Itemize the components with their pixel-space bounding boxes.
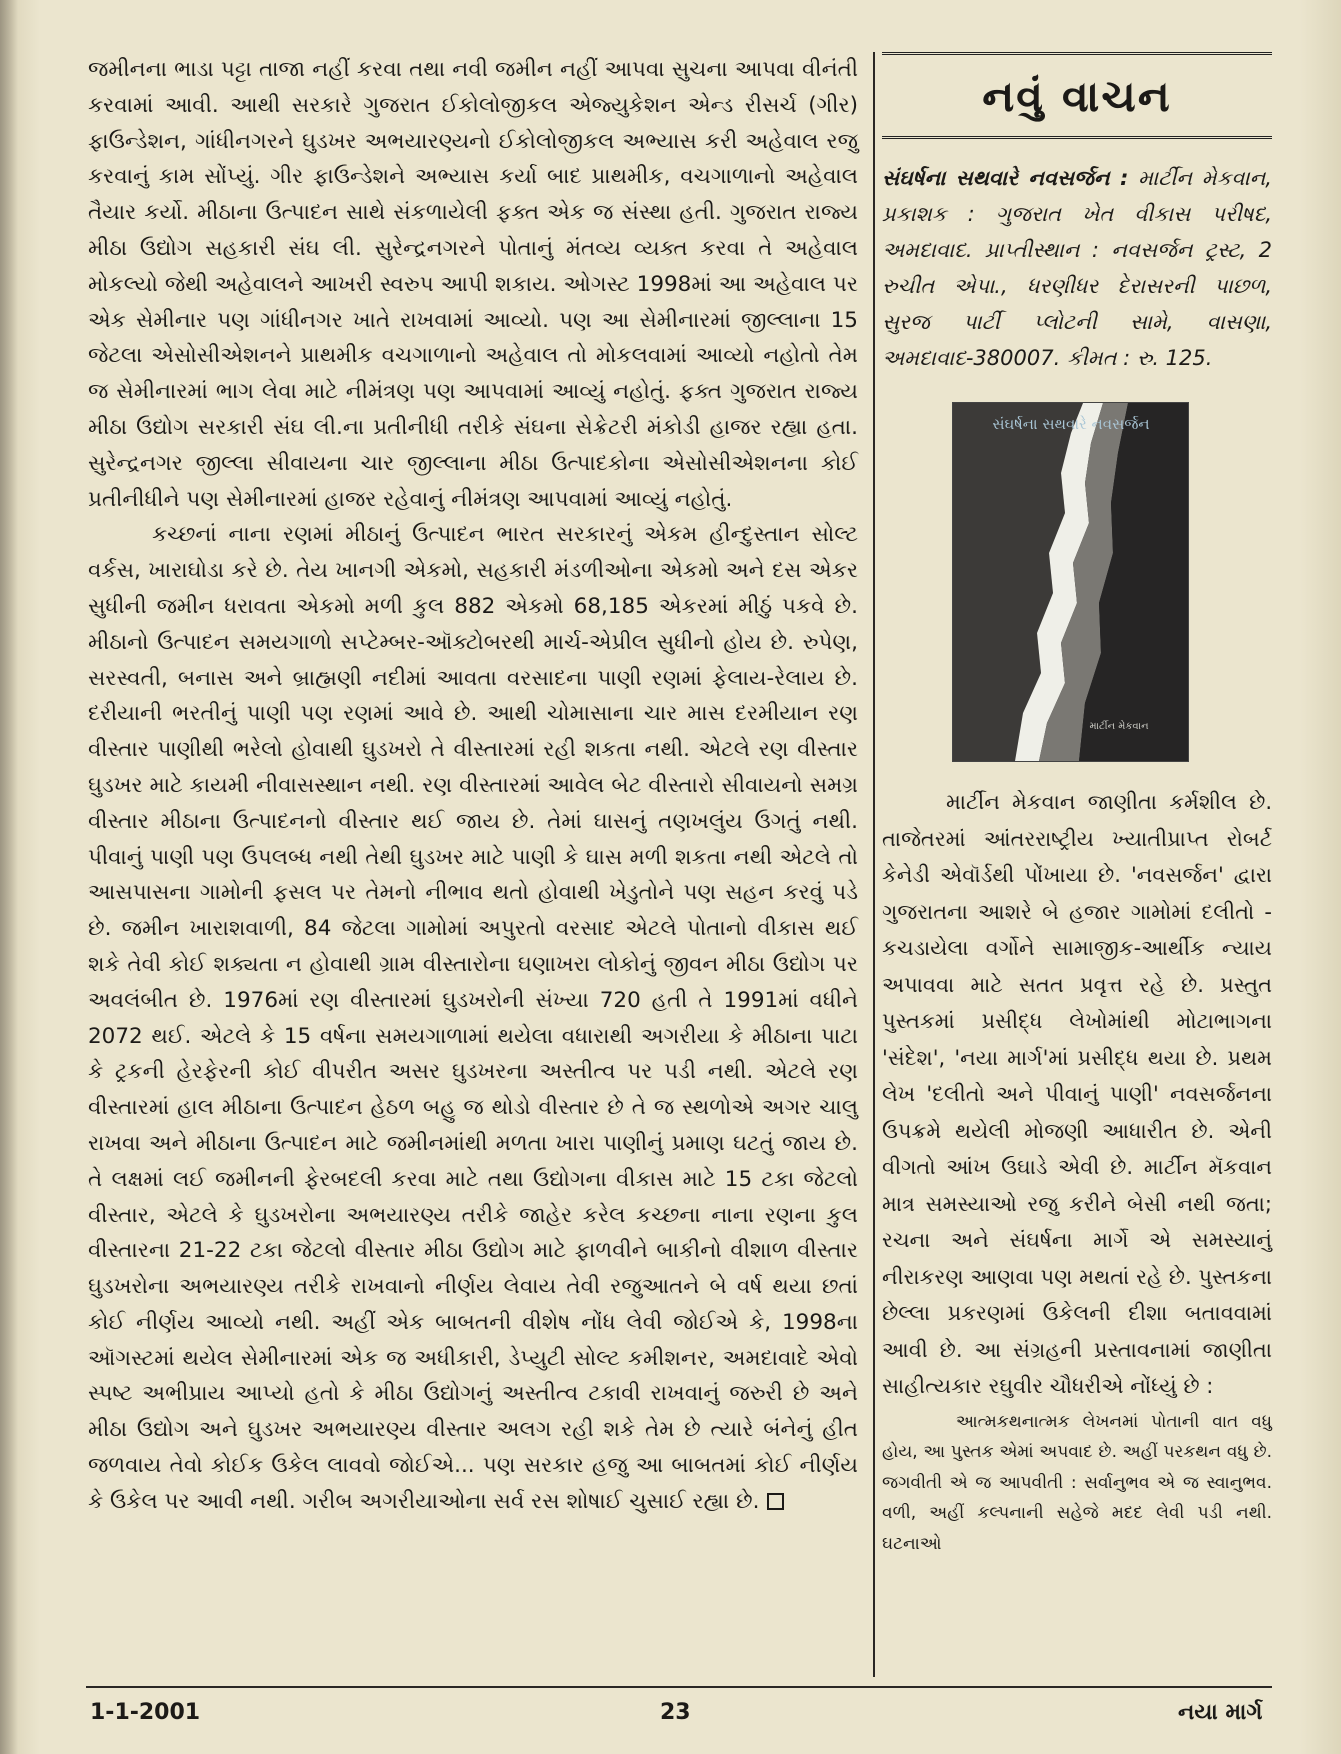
book-info bbox=[882, 160, 1272, 376]
quote-paragraph: આત્મકથનાત્મક લેખનમાં પોતાની વાત વધુ હોય, આ પુસ્તક એમાં અપવાદ છે. અહીં પરકથન વધુ છે. જગવીતી એ જ આપવીતી : સર્વાનુભવ એ જ સ્વાનુભવ. વળી, અહીં કલ્પનાની સહેજે મદદ લેવી પડી નથી. ઘટનાઓ bbox=[882, 1411, 1272, 1554]
article-paragraph-2 bbox=[88, 517, 858, 1519]
book-title: સંઘર્ષના સથવારે નવસર્જન : bbox=[882, 166, 1129, 190]
footer-rule bbox=[86, 1686, 1272, 1688]
review-text bbox=[882, 784, 1272, 1405]
article-paragraph-1: જમીનના ભાડા પટ્ટા તાજા નહીં કરવા તથા નવી જમીન નહીં આપવા સુચના આપવા વીનંતી કરવામાં આવી. આથી સરકારે ગુજરાત ઈકોલોજીકલ એજ્યુકેશન એન્ડ રીસર્ચ (ગીર) ફાઉન્ડેશન, ગાંધીનગરને ઘુડખર અભયારણ્યનો ઈકોલોજીકલ અભ્યાસ કરી અહેવાલ રજુ કરવાનું કામ સોંપ્યું. ગીર ફાઉન્ડેશને અભ્યાસ કર્યા બાદ પ્રાથમીક, વચગાળાનો અહેવાલ તૈયાર કર્યો. મીઠાના ઉત્પાદન સાથે સંકળાયેલી ફક્ત એક જ સંસ્થા હતી. ગુજરાત રાજ્ય મીઠા ઉદ્યોગ સહકારી સંઘ લી. સુરેન્દ્રનગરને પોતાનું મંતવ્ય વ્યક્ત કરવા તે અહેવાલ મોકલ્યો જેથી અહેવાલને આખરી સ્વરુપ આપી શકાય. ઓગસ્ટ 1998માં આ અહેવાલ પર એક સેમીનાર પણ ગાંધીનગર ખાતે રાખવામાં આવ્યો. પણ આ સેમીનારમાં જીલ્લાના 15 જેટલા એસોસીએશનને પ્રાથમીક વચગાળાનો અહેવાલ તો મોકલવામાં આવ્યો નહોતો તેમ જ સેમીનારમાં ભાગ લેવા માટે નીમંત્રણ પણ આપવામાં આવ્યું નહોતું. ફક્ત ગુજરાત રાજ્ય મીઠા ઉદ્યોગ સરકારી સંઘ લી.ના પ્રતીનીધી તરીકે સંઘના સેક્રેટરી મંકોડી હાજર રહ્યા હતા. સુરેન્દ્રનગર જીલ્લા સીવાયના ચાર જીલ્લાના મીઠા ઉત્પાદકોના એસોસીએશનના કોઈ પ્રતીનીધીને પણ સેમીનારમાં હાજર રહેવાનું નીમંત્રણ આપવામાં આવ્યું નહોતું. bbox=[88, 57, 858, 512]
publication-name: નયા માર્ગ bbox=[1178, 1700, 1263, 1725]
article-column bbox=[88, 52, 858, 1520]
column-divider bbox=[873, 52, 875, 1677]
footer-date: 1-1-2001 bbox=[90, 1700, 201, 1725]
review-paragraph: માર્ટીન મેકવાન જાણીતા કર્મશીલ છે. તાજેતરમાં આંતરરાષ્ટ્રીય ખ્યાતીપ્રાપ્ત રોબર્ટ કેનેડી એવૉર્ડથી પોંખાયા છે. 'નવસર્જન' દ્વારા ગુજરાતના આશરે બે હજાર ગામોમાં દલીતો - કચડાયેલા વર્ગોને સામાજીક-આર્થીક ન્યાય અપાવવા માટે સતત પ્રવૃત્ત રહે છે. પ્રસ્તુત પુસ્તકમાં પ્રસીદ્ધ લેખોમાંથી મોટાભાગના 'સંદેશ', 'નયા માર્ગ'માં પ્રસીદ્ધ થયા છે. પ્રથમ લેખ 'દલીતો અને પીવાનું પાણી' નવસર્જનના ઉપક્રમે થયેલી મોજણી આધારીત છે. એની વીગતો આંખ ઉઘાડે એવી છે. માર્ટીન મૅકવાન માત્ર સમસ્યાઓ રજુ કરીને બેસી નથી જતા; રચના અને સંઘર્ષના માર્ગે એ સમસ્યાનું નીરાકરણ આણવા પણ મથતાં રહે છે. પુસ્તકના છેલ્લા પ્રકરણમાં ઉકેલની દીશા બતાવવામાં આવી છે. આ સંગ્રહની પ્રસ્તાવનામાં જાણીતા સાહીત્યકાર રઘુવીર ચૌધરીએ નોંધ્યું છે : bbox=[882, 790, 1272, 1398]
end-of-article-icon bbox=[767, 1493, 784, 1510]
book-cover-art bbox=[953, 403, 1188, 761]
book-review-column bbox=[882, 52, 1272, 1559]
review-quote bbox=[882, 1407, 1272, 1560]
page-number: 23 bbox=[660, 1700, 691, 1725]
section-heading: નવું વાચન bbox=[982, 72, 1172, 122]
cover-author: માર્ટીન મેકવાન bbox=[1089, 721, 1149, 732]
page-edge-shadow bbox=[0, 0, 18, 1754]
article-paragraph-2-text: કચ્છનાં નાના રણમાં મીઠાનું ઉત્પાદન ભારત સરકારનું એકમ હીન્દુસ્તાન સોલ્ટ વર્કસ, ખારાઘોડા કરે છે. તેય ખાનગી એકમો, સહકારી મંડળીઓના એકમો અને દસ એકર સુધીની જમીન ધરાવતા એકમો મળી કુલ 882 એકમો 68,185 એકરમાં મીઠું પકવે છે. મીઠાનો ઉત્પાદન સમયગાળો સપ્ટેમ્બર-ઑક્ટોબરથી માર્ચ-એપ્રીલ સુધીનો હોય છે. રુપેણ, સરસ્વતી, બનાસ અને બ્રાહ્મણી નદીમાં આવતા વરસાદના પાણી રણમાં ફેલાય-રેલાય છે. દરીયાની ભરતીનું પાણી પણ રણમાં આવે છે. આથી ચોમાસાના ચાર માસ દરમીયાન રણ વીસ્તાર પાણીથી ભરેલો હોવાથી ઘુડખરો તે વીસ્તારમાં રહી શકતા નથી. એટલે રણ વીસ્તાર ઘુડખર માટે કાયમી નીવાસસ્થાન નથી. રણ વીસ્તારમાં આવેલ બેટ વીસ્તારો સીવાયનો સમગ્ર વીસ્તાર મીઠાના ઉત્પાદનનો વીસ્તાર થઈ જાય છે. તેમાં ઘાસનું તણખલુંય ઉગતું નથી. પીવાનું પાણી પણ ઉપલબ્ધ નથી તેથી ઘુડખર માટે પાણી કે ઘાસ મળી શકતા નથી એટલે તો આસપાસના ગામોની ફસલ પર તેમનો નીભાવ થતો હોવાથી ખેડુતોને પણ સહન કરવું પડે છે. જમીન ખારાશવાળી, 84 જેટલા ગામોમાં અપુરતો વરસાદ એટલે પોતાનો વીકાસ થઈ શકે તેવી કોઈ શક્યતા ન હોવાથી ગ્રામ વીસ્તારોના ઘણાખરા લોકોનું જીવન મીઠા ઉદ્યોગ પર અવલંબીત છે. 1976માં રણ વીસ્તારમાં ઘુડખરોની સંખ્યા 720 હતી તે 1991માં વધીને 2072 થઈ. એટલે કે 15 વર્ષના સમયગાળામાં થયેલા વધારાથી અગરીયા કે મીઠાના પાટા કે ટ્રકની હેરફેરની કોઈ વીપરીત અસર ઘુડખરના અસ્તીત્વ પર પડી નથી. એટલે રણ વીસ્તારમાં હાલ મીઠાના ઉત્પાદન હેઠળ બહુ જ થોડો વીસ્તાર છે તે જ સ્થળોએ અગર ચાલુ રાખવા અને મીઠાના ઉત્પાદન માટે જમીનમાંથી મળતા ખારા પાણીનું પ્રમાણ ઘટતું જાય છે. તે લક્ષમાં લઈ જમીનની ફેરબદલી કરવા માટે તથા ઉદ્યોગના વીકાસ માટે 15 ટકા જેટલો વીસ્તાર, એટલે કે ઘુડખરોના અભયારણ્ય તરીકે જાહેર કરેલ કચ્છના નાના રણના કુલ વીસ્તારના 21-22 ટકા જેટલો વીસ્તાર મીઠા ઉદ્યોગ માટે ફાળવીને બાકીનો વીશાળ વીસ્તાર ઘુડખરોના અભયારણ્ય તરીકે રાખવાનો નીર્ણય લેવાય તેવી રજુઆતને બે વર્ષ થયા છતાં કોઈ નીર્ણય આવ્યો નથી. અહીં એક બાબતની વીશેષ નોંધ લેવી જોઈએ કે, 1998ના ઑગસ્ટમાં થયેલ સેમીનારમાં એક જ અધીકારી, ડેપ્યુટી સોલ્ટ કમીશનર, અમદાવાદે એવો સ્પષ્ટ અભીપ્રાય આપ્યો હતો કે મીઠા ઉદ્યોગનું અસ્તીત્વ ટકાવી રાખવાનું જરુરી છે અને મીઠા ઉદ્યોગ અને ઘુડખર અભયારણ્ય વીસ્તાર અલગ રહી શકે તેમ છે ત્યારે બંનેનું હીત જળવાય તેવો કોઈક ઉકેલ લાવવો જોઈએ... પણ સરકાર હજુ આ બાબતમાં કોઈ નીર્ણય કે ઉકેલ પર આવી નથી. ગરીબ અગરીયાઓના સર્વ રસ શોષાઈ ચુસાઈ રહ્યા છે. bbox=[88, 522, 858, 1514]
cover-title: સંઘર્ષના સથવારે નવસર્જન bbox=[992, 415, 1150, 433]
book-cover-image bbox=[952, 402, 1189, 762]
book-details: માર્ટીન મેકવાન, પ્રકાશક : ગુજરાત ખેત વીકાસ પરીષદ, અમદાવાદ. પ્રાપ્તીસ્થાન : નવસર્જન ટ્રસ્ટ, 2 રુચીત એપા., ધરણીધર દેરાસરની પાછળ, સુરજ પાર્ટી પ્લોટની સામે, વાસણા, અમદાવાદ-380007. કીમત : રુ. 125. bbox=[882, 166, 1272, 370]
heading-bottom-rule bbox=[882, 136, 1272, 142]
